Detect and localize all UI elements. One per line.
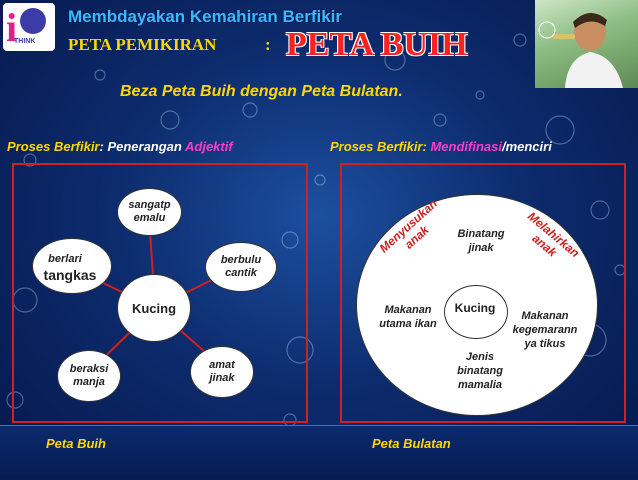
logo-text: THINK — [14, 38, 36, 45]
bubble-tangkas-text: tangkas — [43, 267, 97, 283]
footer-peta-bulatan: Peta Bulatan — [372, 436, 451, 451]
bubble-berbulu-cantik: berbulu cantik — [205, 242, 277, 292]
header-title: Membdayakan Kemahiran Berfikir — [68, 7, 342, 26]
header-colon: : — [265, 35, 271, 54]
circle-item-binatang-jinak: Binatang jinak — [457, 228, 505, 254]
circle-arc-menyusukan: Menyusukan anak — [376, 196, 441, 256]
bubble-beraksi-manja: beraksi manja — [57, 350, 121, 402]
circle-item-jenis-mamalia: Jenis binatang mamalia — [457, 351, 503, 391]
footer-peta-buih: Peta Buih — [46, 436, 106, 451]
bubble-center-kucing: Kucing — [117, 274, 191, 342]
right-process-label: Proses Berfikir: Mendifinasi/menciri — [330, 139, 552, 154]
circle-map-center: Kucing — [454, 301, 496, 315]
bubble-berlari-text: berlari — [48, 253, 82, 265]
footer-bar — [0, 425, 638, 480]
circle-arc-melahirkan: Melahirkan anak — [524, 209, 583, 261]
circle-item-makanan-utama: Makanan utama ikan — [379, 304, 437, 330]
bubble-sangat-pemalu: sangatp emalu — [117, 188, 182, 236]
bubble-amat-jinak: amat jinak — [190, 346, 254, 398]
bubble-berlari-tangkas — [32, 238, 112, 294]
header-big-title: PETA BUIH — [286, 26, 468, 63]
left-process-label: Proses Berfikir: Penerangan Adjektif — [7, 139, 233, 154]
circle-item-makanan-kegemaran: Makanan kegemarann ya tikus — [512, 310, 578, 350]
subtitle: Beza Peta Buih dengan Peta Bulatan. — [120, 83, 403, 100]
logo-i-letter: i — [6, 5, 18, 50]
header-prefix: PETA PEMIKIRAN — [68, 35, 217, 54]
